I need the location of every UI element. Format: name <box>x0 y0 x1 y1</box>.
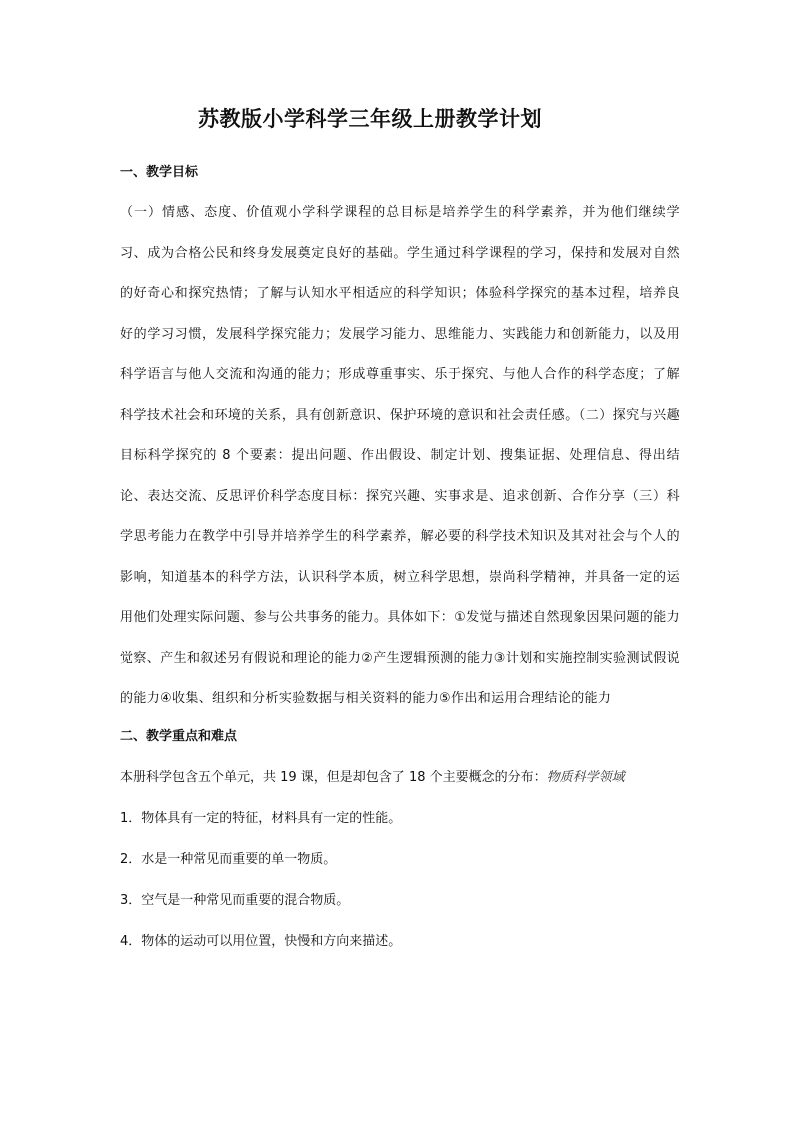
teaching-goals-paragraph: （一）情感、态度、价值观小学科学课程的总目标是培养学生的科学素养，并为他们继续学习、成为合格公民和终身发展奠定良好的基础。学生通过科学课程的学习，保持和发展对自然的好奇心和探究热情；了解与认知水平相适应的科学知识；体验科学探究的基本过程，培养良好的学习习惯，发展科学探究能力；发展学习能力、思维能力、实践能力和创新能力，以及用科学语言与他人交流和沟通的能力；形成尊重事实、乐于探究、与他人合作的科学态度；了解科学技术社会和环境的关系，具有创新意识、保护环境的意识和社会责任感。（二）探究与兴趣目标科学探究的 8 个要素：提出问题、作出假设、制定计划、搜集证据、处理信息、得出结论、表达交流、反思评价科学态度目标：探究兴趣、实事求是、追求创新、合作分享（三）科学思考能力在教学中引导并培养学生的科学素养，解必要的科学技术知识及其对社会与个人的影响，知道基本的科学方法，认识科学本质，树立科学思想，崇尚科学精神，并具备一定的运用他们处理实际问题、参与公共事务的能力。具体如下：①发觉与描述自然现象因果问题的能力觉察、产生和叙述另有假说和理论的能力②产生逻辑预测的能力③计划和实施控制实验测试假说的能力④收集、组织和分析实验数据与相关资料的能力⑤作出和运用合理结论的能力 <box>120 205 680 706</box>
list-item: 2．水是一种常见而重要的单一物质。 <box>120 851 337 867</box>
key-points-intro-text: 本册科学包含五个单元，共 19 课，但是却包含了 18 个主要概念的分布： <box>120 769 547 785</box>
document-content <box>120 162 680 972</box>
list-item: 1．物体具有一定的特征，材料具有一定的性能。 <box>120 810 402 826</box>
list-item: 4．物体的运动可以用位置，快慢和方向来描述。 <box>120 933 402 949</box>
key-points-intro <box>120 767 680 789</box>
list-item: 3．空气是一种常见而重要的混合物质。 <box>120 892 350 908</box>
section-heading-key-points: 二、教学重点和难点 <box>120 728 238 744</box>
section-heading-teaching-goals: 一、教学目标 <box>120 165 199 180</box>
domain-label: 物质科学领域 <box>546 769 625 785</box>
document-title: 苏教版小学科学三年级上册教学计划 <box>198 107 542 131</box>
